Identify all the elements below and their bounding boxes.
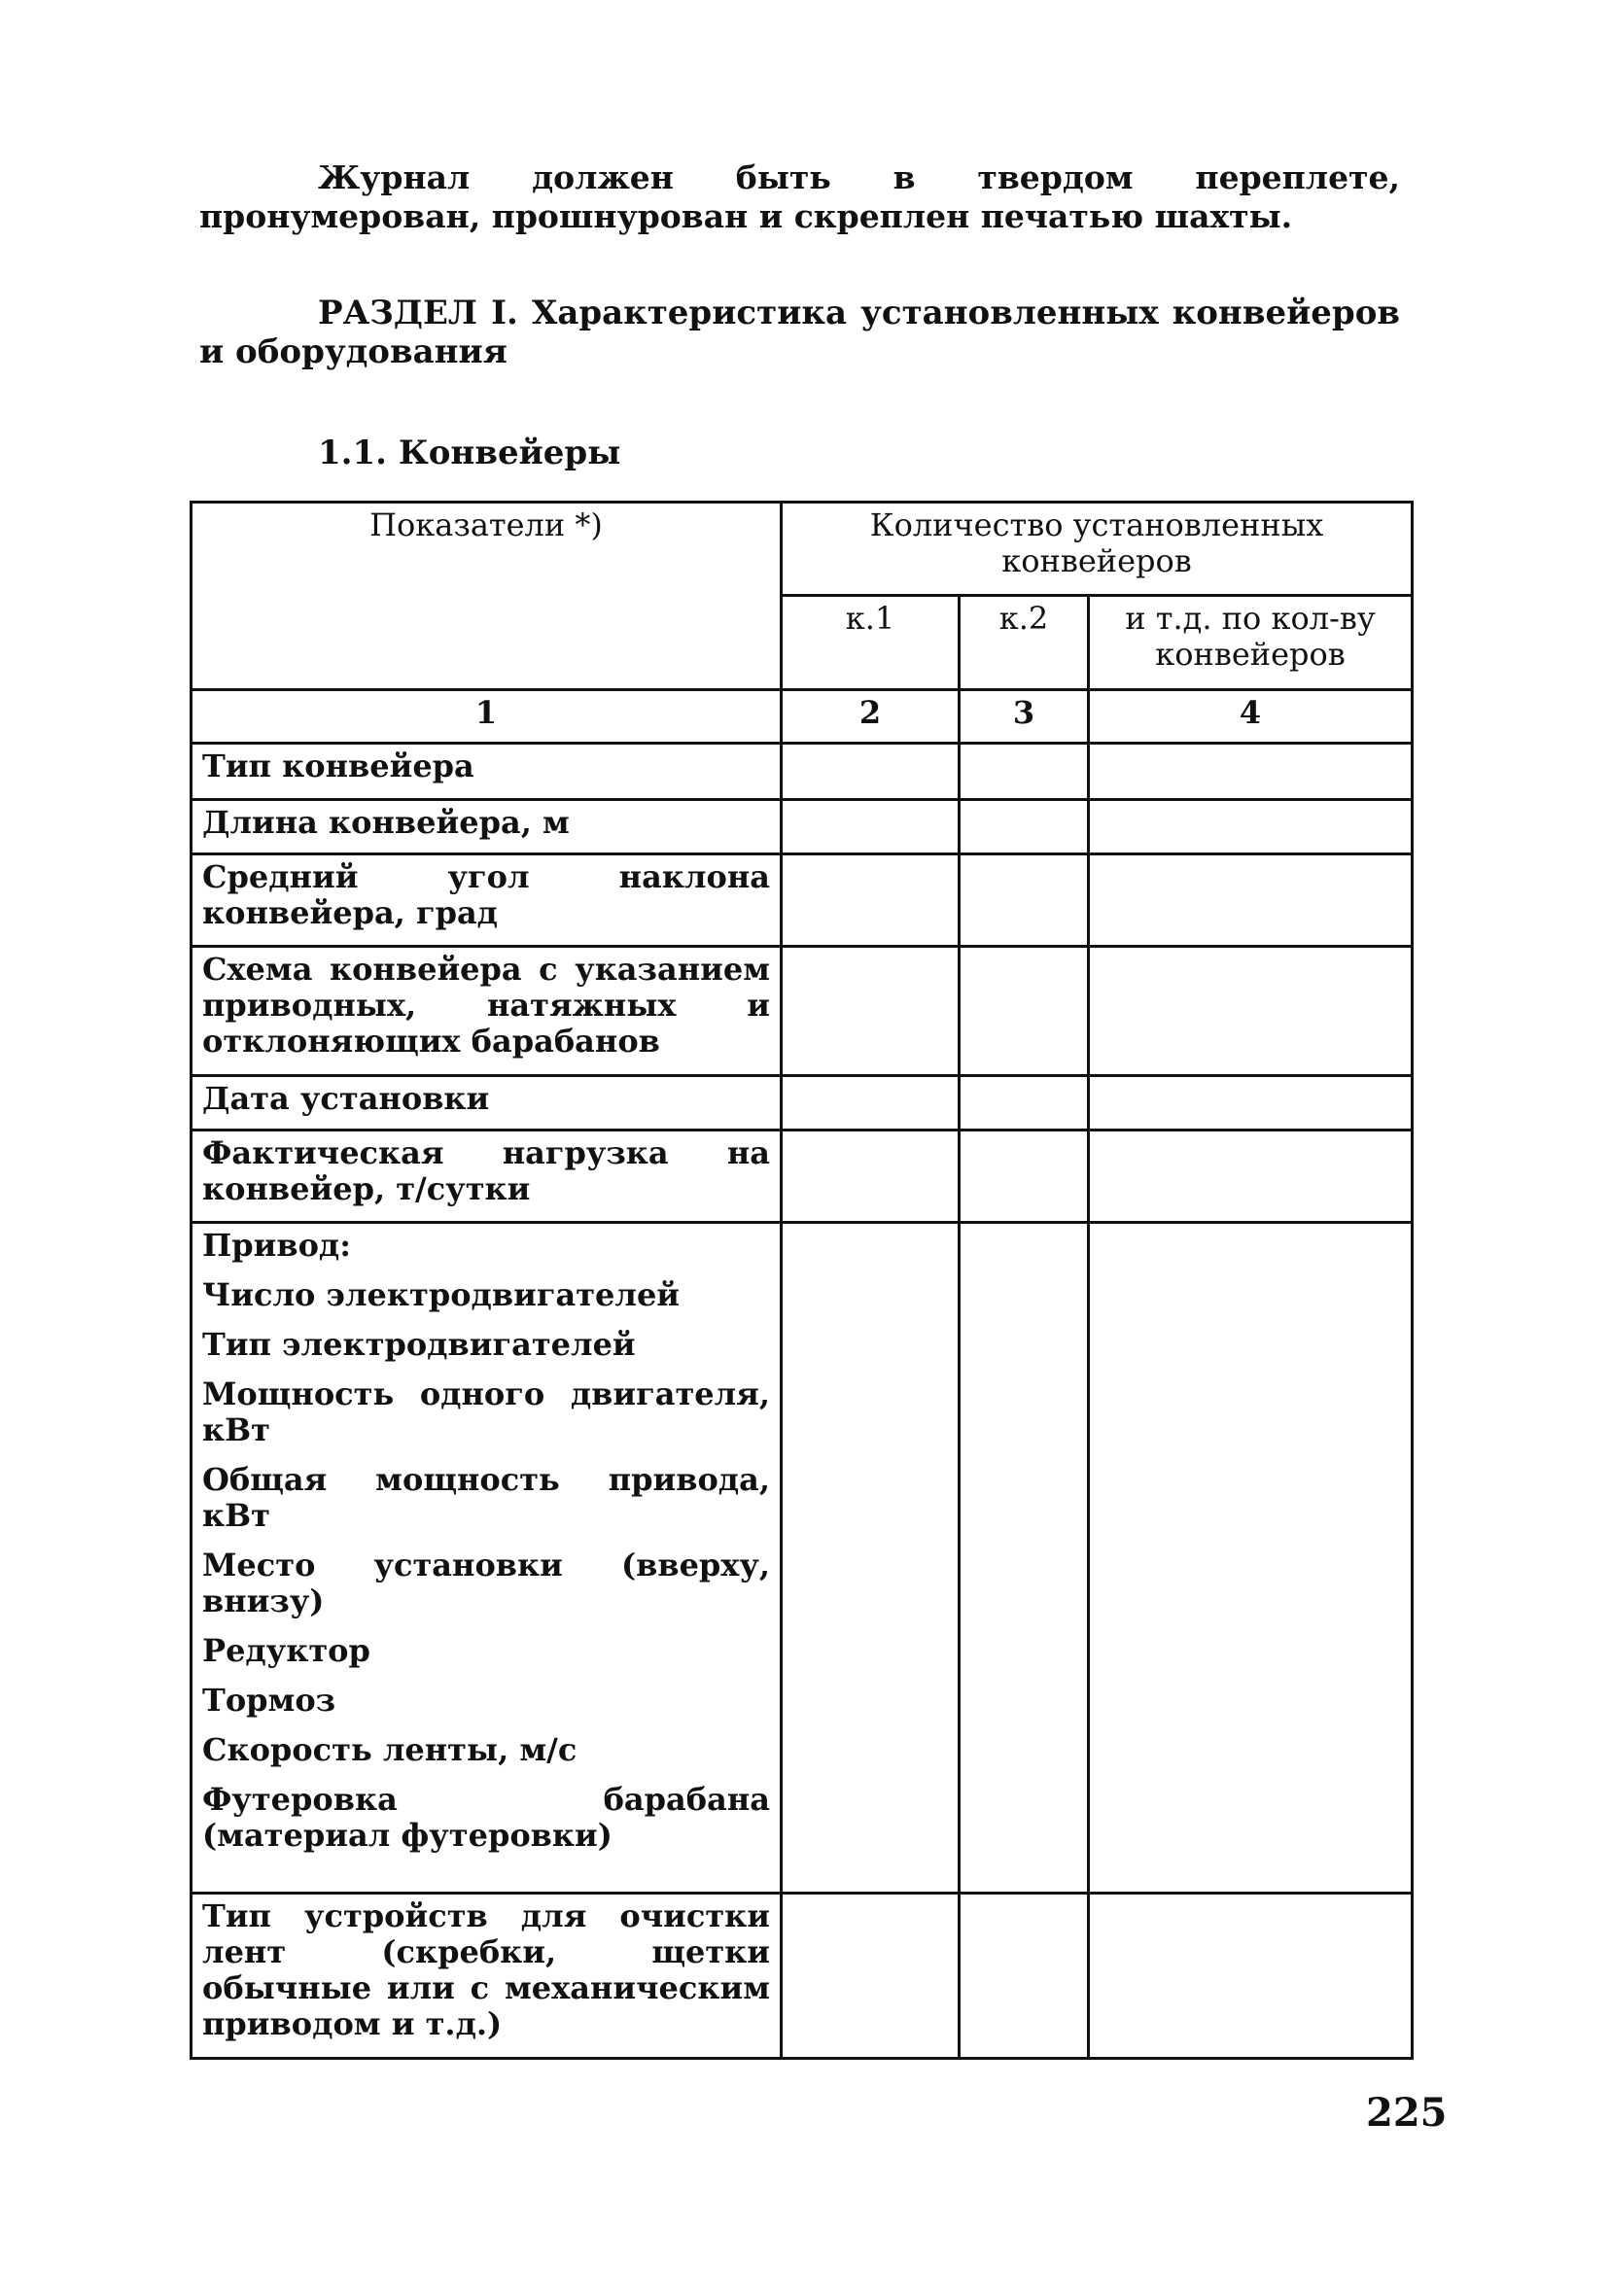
empty-cell xyxy=(1089,1223,1413,1894)
empty-cell xyxy=(1089,1131,1413,1223)
header-k1: к.1 xyxy=(782,596,960,690)
empty-cell xyxy=(782,854,960,947)
empty-cell xyxy=(782,1223,960,1894)
empty-cell xyxy=(1089,744,1413,800)
empty-cell xyxy=(960,1223,1089,1894)
col-number: 3 xyxy=(960,690,1089,744)
row-label: Средний угол наклона конвейера, град xyxy=(192,854,782,947)
row-label: Схема конвейера с указанием приводных, натяжных и отклоняющих барабанов xyxy=(192,947,782,1076)
drive-title: Привод: xyxy=(202,1227,352,1264)
drive-item: Тормоз xyxy=(202,1682,336,1719)
empty-cell xyxy=(1089,947,1413,1076)
drive-item: Число электродвигателей xyxy=(202,1276,681,1313)
empty-cell xyxy=(960,744,1089,800)
empty-cell xyxy=(782,800,960,854)
subsection-title: 1.1. Конвейеры xyxy=(318,434,621,472)
row-label: Дата установки xyxy=(192,1076,782,1131)
drive-item: Тип электродвигателей xyxy=(202,1326,636,1363)
empty-cell xyxy=(782,744,960,800)
empty-cell xyxy=(960,1131,1089,1223)
drive-item: Общая мощность привода, кВт xyxy=(202,1461,770,1534)
drive-item: Мощность одного двигателя, кВт xyxy=(202,1375,770,1448)
empty-cell xyxy=(960,1894,1089,2059)
header-group: Количество установленных конвейеров xyxy=(782,503,1413,596)
row-label: Длина конвейера, м xyxy=(192,800,782,854)
col-number: 4 xyxy=(1089,690,1413,744)
intro-paragraph: Журнал должен быть в твердом переплете, пронумерован, прошнурован и скреплен печатью шахты. xyxy=(199,158,1400,235)
row-label: Тип конвейера xyxy=(192,744,782,800)
empty-cell xyxy=(1089,1076,1413,1131)
drive-item: Скорость ленты, м/с xyxy=(202,1731,578,1768)
empty-cell xyxy=(1089,800,1413,854)
section-title: РАЗДЕЛ I. Характеристика установленных конвейеров и оборудования xyxy=(199,294,1400,371)
empty-cell xyxy=(960,854,1089,947)
empty-cell xyxy=(782,947,960,1076)
col-number: 2 xyxy=(782,690,960,744)
drive-item: Футеровка барабана (материал футеровки) xyxy=(202,1781,770,1854)
empty-cell xyxy=(1089,854,1413,947)
page-number: 225 xyxy=(1366,2090,1448,2136)
empty-cell xyxy=(782,1131,960,1223)
row-label: Фактическая нагрузка на конвейер, т/сутки xyxy=(192,1131,782,1223)
empty-cell xyxy=(1089,1894,1413,2059)
header-k2: к.2 xyxy=(960,596,1089,690)
empty-cell xyxy=(782,1894,960,2059)
empty-cell xyxy=(782,1076,960,1131)
row-label: Тип устройств для очистки лент (скребки, щетки обычные или с механическим приводом и т.д.) xyxy=(192,1894,782,2059)
empty-cell xyxy=(960,1076,1089,1131)
header-indicators: Показатели *) xyxy=(192,503,782,690)
drive-item: Редуктор xyxy=(202,1632,370,1669)
drive-cell xyxy=(192,1223,782,1894)
empty-cell xyxy=(960,800,1089,854)
drive-item: Место установки (вверху, внизу) xyxy=(202,1547,770,1619)
conveyors-table xyxy=(190,501,1414,2060)
empty-cell xyxy=(960,947,1089,1076)
header-etc: и т.д. по кол-ву конвейеров xyxy=(1089,596,1413,690)
col-number: 1 xyxy=(192,690,782,744)
